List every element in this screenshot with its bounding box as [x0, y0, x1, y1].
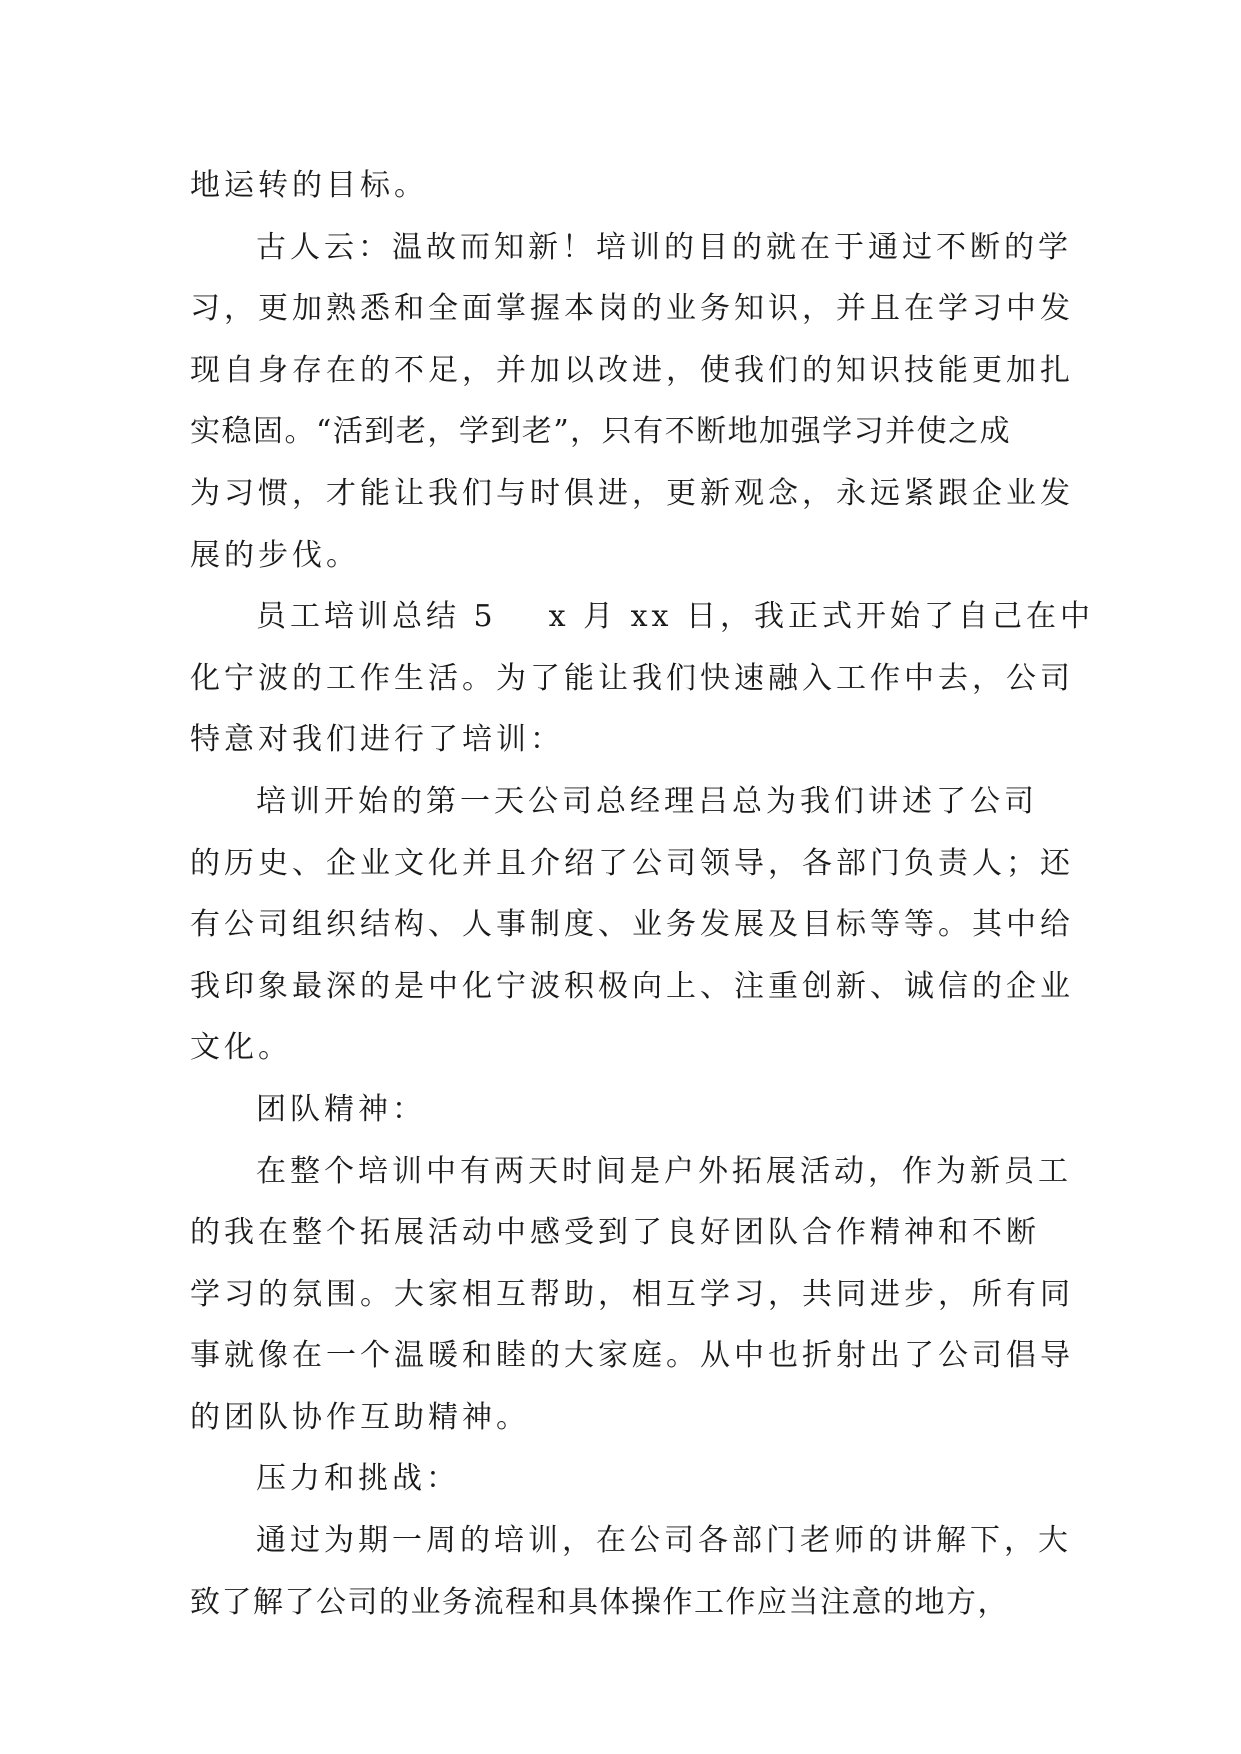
- paragraph-line: 实稳固。“活到老，学到老”，只有不断地加强学习并使之成: [190, 414, 1012, 450]
- document-body: [190, 155, 1094, 1633]
- paragraph-line: 的历史、企业文化并且介绍了公司领导，各部门负责人；还: [190, 845, 1074, 881]
- paragraph-line: 有公司组织结构、人事制度、业务发展及目标等等。其中给: [190, 907, 1074, 943]
- section-heading-line: [190, 586, 1094, 648]
- section-title: 员工培训总结 5: [256, 599, 497, 635]
- paragraph-line: 地运转的目标。: [190, 168, 428, 203]
- paragraph-line: 在整个培训中有两天时间是户外拓展活动，作为新员工: [256, 1153, 1072, 1189]
- subheading-team-spirit: 团队精神：: [256, 1091, 426, 1127]
- paragraph-line: 的团队协作互助精神。: [190, 1399, 530, 1435]
- paragraph-line: 学习的氛围。大家相互帮助，相互学习，共同进步，所有同: [190, 1276, 1074, 1312]
- paragraph-line: 的我在整个拓展活动中感受到了良好团队合作精神和不断: [190, 1215, 1040, 1251]
- paragraph-line: 事就像在一个温暖和睦的大家庭。从中也折射出了公司倡导: [190, 1338, 1074, 1374]
- paragraph-line: 展的步伐。: [190, 537, 360, 573]
- paragraph-line: 培训开始的第一天公司总经理吕总为我们讲述了公司: [256, 783, 1038, 819]
- paragraph-line: 通过为期一周的培训，在公司各部门老师的讲解下，大: [256, 1523, 1072, 1559]
- paragraph-line: 为习惯，才能让我们与时俱进，更新观念，永远紧跟企业发: [190, 475, 1074, 511]
- subheading-pressure-challenge: 压力和挑战：: [256, 1461, 460, 1497]
- paragraph-line: 文化。: [190, 1030, 292, 1066]
- paragraph-line: 现自身存在的不足，并加以改进，使我们的知识技能更加扎: [190, 352, 1074, 388]
- paragraph-line: 我印象最深的是中化宁波积极向上、注重创新、诚信的企业: [190, 968, 1074, 1004]
- paragraph-text: x 月 xx 日，我正式开始了自己在中: [548, 599, 1094, 635]
- paragraph-line: 习，更加熟悉和全面掌握本岗的业务知识，并且在学习中发: [190, 291, 1074, 327]
- paragraph-line: 致了解了公司的业务流程和具体操作工作应当注意的地方，: [190, 1584, 1009, 1620]
- paragraph-line: 特意对我们进行了培训：: [190, 722, 564, 758]
- paragraph-line: 化宁波的工作生活。为了能让我们快速融入工作中去，公司: [190, 660, 1074, 696]
- paragraph-line: 古人云：温故而知新！培训的目的就在于通过不断的学: [256, 229, 1072, 265]
